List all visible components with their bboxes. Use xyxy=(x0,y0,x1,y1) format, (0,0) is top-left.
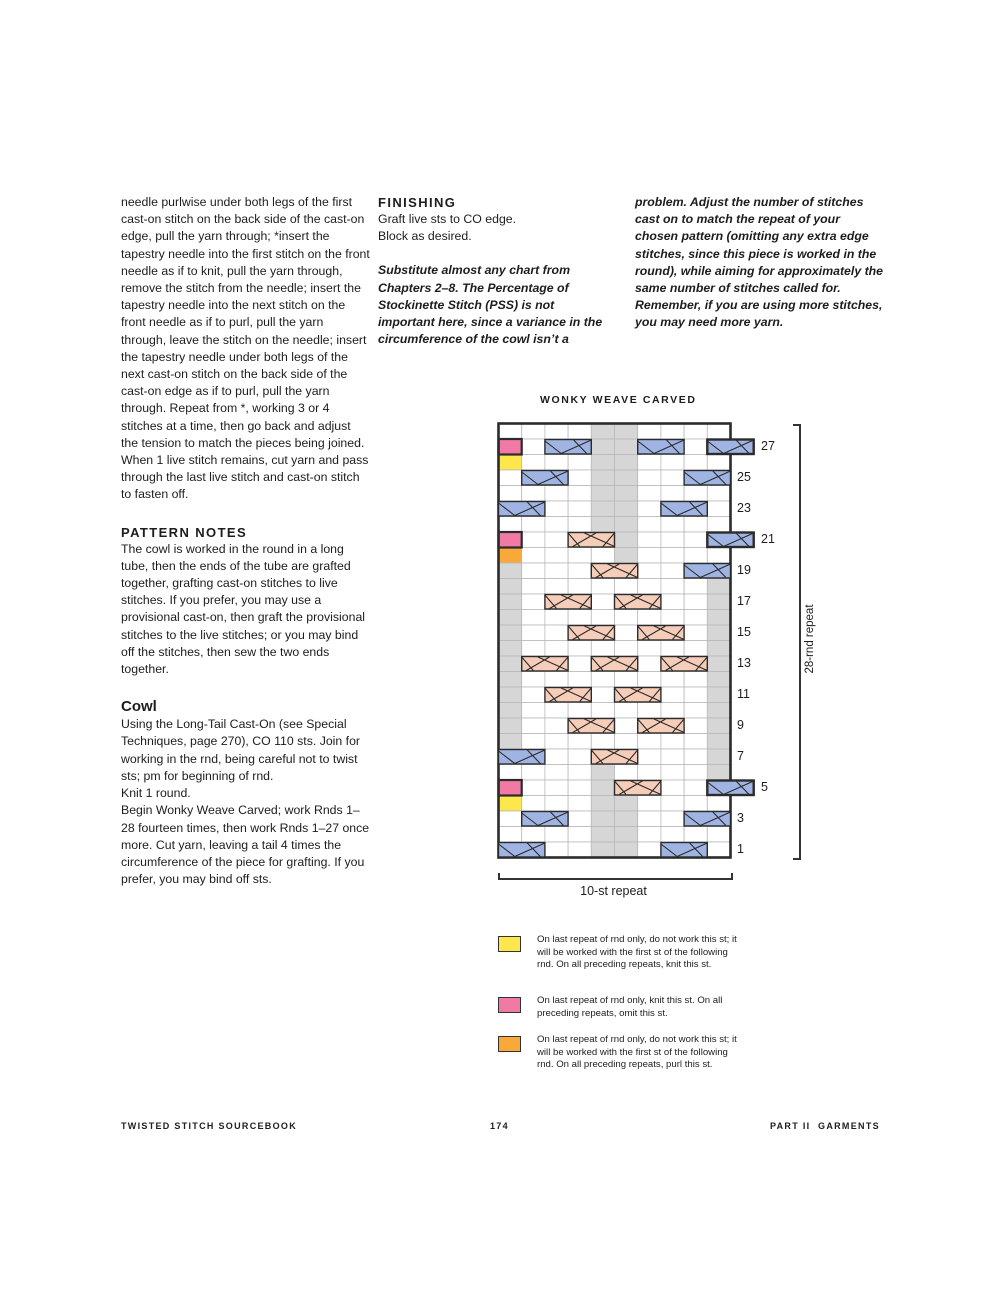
footer-section: PART II GARMENTS xyxy=(770,1121,880,1131)
legend-text: On last repeat of rnd only, do not work this st; it will be worked with the first st of the following rnd. On all preceding repeats, knit this st. xyxy=(537,934,737,971)
row-number-25: 25 xyxy=(737,469,751,484)
footer-book-title: TWISTED STITCH SOURCEBOOK xyxy=(121,1121,297,1131)
middle-column xyxy=(378,194,610,348)
orange-swatch-icon xyxy=(498,1036,521,1052)
row-number-9: 9 xyxy=(737,717,744,732)
legend-text: On last repeat of rnd only, knit this st. On all preceding repeats, omit this st. xyxy=(537,995,723,1019)
left-column xyxy=(121,194,371,888)
row-number-5: 5 xyxy=(761,779,768,794)
row-number-27: 27 xyxy=(761,438,775,453)
cowl-knit-round: Knit 1 round. xyxy=(121,786,191,801)
pattern-notes-body: The cowl is worked in the round in a long tube, then the ends of the tube are grafted together, grafting cast-on stitches to live stitches. If you prefer, you may use a provisional cast-on, then graft the provisional stitches to the live stitches; or you may bind off the stitches, then sew the two ends together. xyxy=(121,541,366,677)
horizontal-repeat-label: 10-st repeat xyxy=(580,884,647,898)
row-number-13: 13 xyxy=(737,655,751,670)
chart-title: WONKY WEAVE CARVED xyxy=(540,394,697,406)
vertical-repeat-bracket xyxy=(793,424,801,860)
row-number-1: 1 xyxy=(737,841,744,856)
cowl-heading: Cowl xyxy=(121,698,157,716)
pattern-notes-heading: PATTERN NOTES xyxy=(121,524,248,540)
row-number-3: 3 xyxy=(737,810,744,825)
row-number-23: 23 xyxy=(737,500,751,515)
row-number-15: 15 xyxy=(737,624,751,639)
knitting-chart xyxy=(497,422,797,862)
row-number-19: 19 xyxy=(737,562,751,577)
row-number-7: 7 xyxy=(737,748,744,763)
pink-swatch-icon xyxy=(498,997,521,1013)
finishing-line-2: Block as desired. xyxy=(378,229,472,244)
finishing-line-1: Graft live sts to CO edge. xyxy=(378,212,517,226)
cowl-chart-instructions: Begin Wonky Weave Carved; work Rnds 1–28 fourteen times, then work Rnds 1–27 once more. Cut yarn, leaving a tail 4 times the circumference of the piece for grafting. If you prefer, you may bind off sts. xyxy=(121,803,370,887)
right-column xyxy=(635,194,885,332)
grafting-instructions: needle purlwise under both legs of the first cast-on stitch on the back side of the cast-on edge, pull the yarn through; *insert the tapestry needle into the first stitch on the front needle as if to knit, pull the yarn through, remove the stitch from the needle; insert the tapestry needle into the next stitch on the front needle as if to purl, pull the yarn through, leave the stitch on the needle; insert the tapestry needle under both legs of the next cast-on stitch on the back side of the cast-on edge as if to purl, pull the yarn through. Repeat from *, working 3 or 4 stitches at a time, then go back and adjust the tension to match the pieces being joined. When 1 live stitch remains, cut yarn and pass through the last live stitch and cast-on stitch to fasten off. xyxy=(121,195,370,502)
row-number-11: 11 xyxy=(737,686,750,701)
page-number: 174 xyxy=(490,1121,509,1131)
row-number-21: 21 xyxy=(761,531,775,546)
chart-grid xyxy=(497,422,797,862)
yellow-swatch-icon xyxy=(498,936,521,952)
cowl-cast-on: Using the Long-Tail Cast-On (see Special Techniques, page 270), CO 110 sts. Join for working in the rnd, being careful not to twist sts; pm for beginning of rnd. xyxy=(121,717,361,783)
horizontal-repeat-bracket xyxy=(498,873,733,880)
finishing-heading: FINISHING xyxy=(378,195,457,210)
vertical-repeat-label: 28-rnd repeat xyxy=(804,604,816,674)
legend-text: On last repeat of rnd only, do not work this st; it will be worked with the first st of the following rnd. On all preceding repeats, purl this st. xyxy=(537,1034,737,1071)
row-number-17: 17 xyxy=(737,593,751,608)
substitution-note-part-1: Substitute almost any chart from Chapters 2–8. The Percentage of Stockinette Stitch (PSS) is not important here, since a variance in the circumference of the cowl isn’t a xyxy=(378,263,603,347)
substitution-note-part-2: problem. Adjust the number of stitches cast on to match the repeat of your chosen pattern (omitting any extra edge stitches, since this piece is worked in the round), while aiming for approximately the same number of stitches called for. Remember, if you are using more stitches, you may need more yarn. xyxy=(635,195,884,330)
